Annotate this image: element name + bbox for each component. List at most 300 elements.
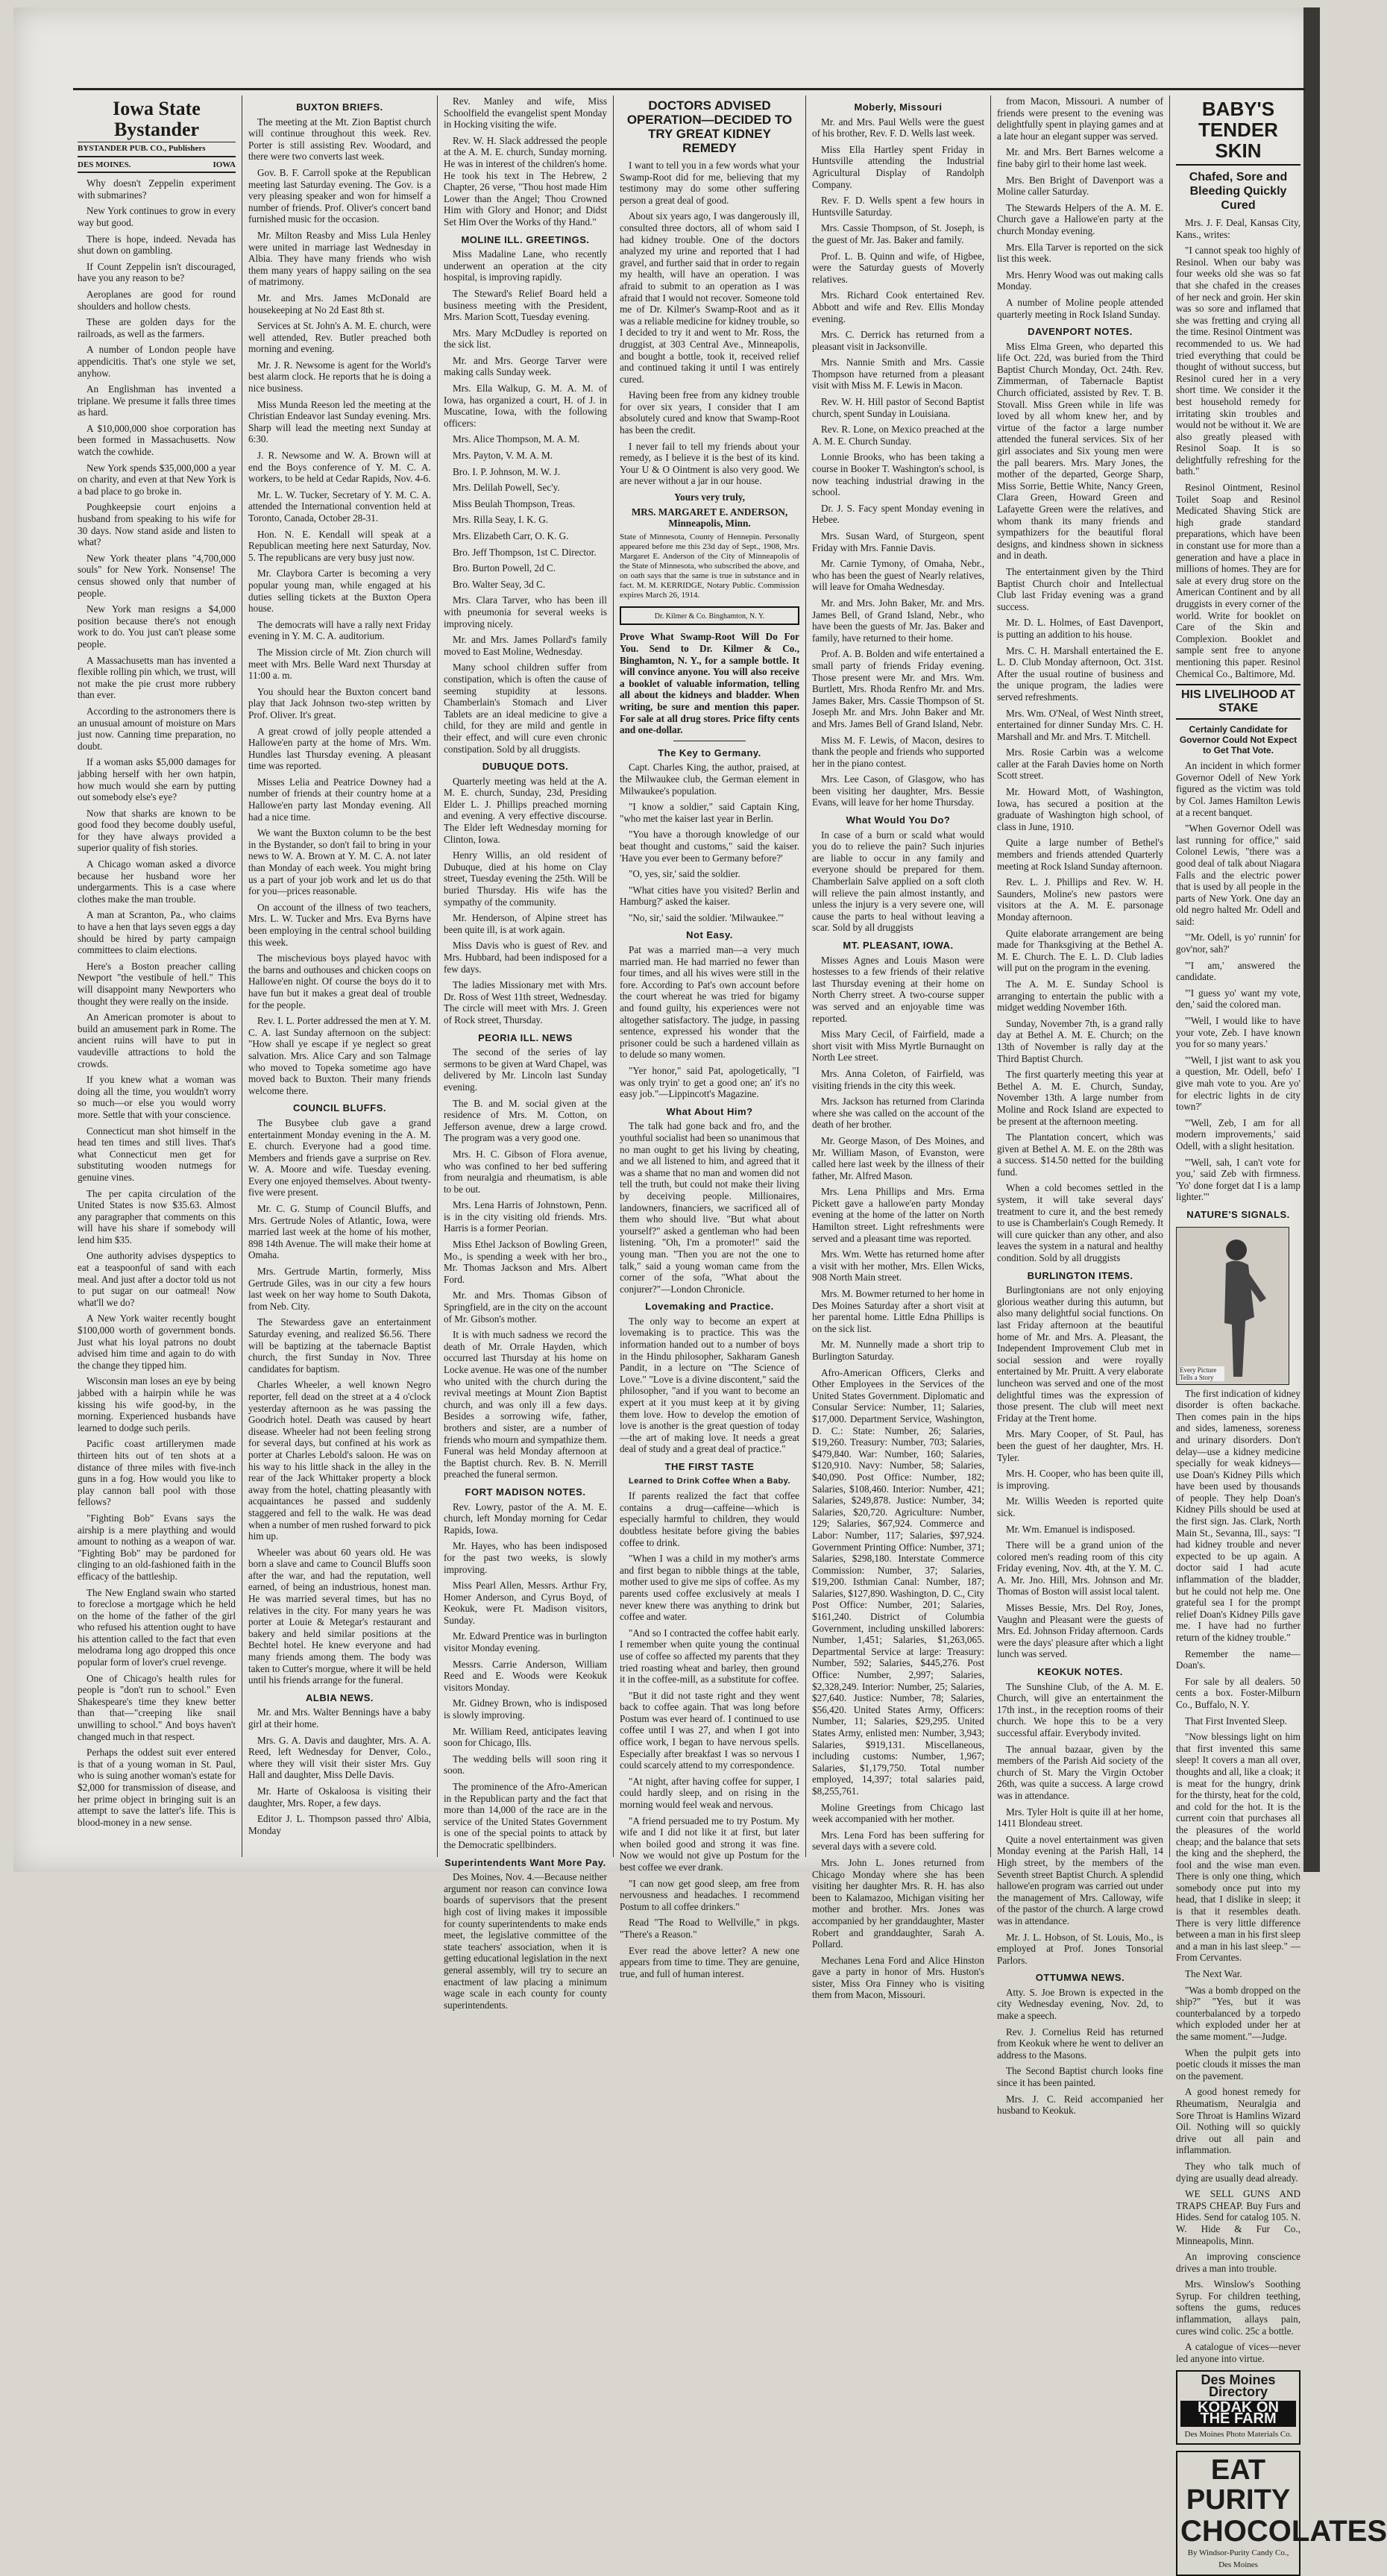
paragraph: New York theater plans "4,700,000 souls" for New York. Nonsense! The census showed only that number of people. — [78, 552, 236, 599]
ad-letterhead-box — [620, 606, 799, 626]
article-body — [620, 944, 799, 1100]
paragraph: A $10,000,000 shoe corporation has been formed in Massachusetts. Now watch the cowhide. — [78, 422, 236, 458]
article-body — [997, 95, 1163, 320]
paragraph: J. R. Newsome and W. A. Brown will at end the Boys conference of Y. M. C. A. workers, to be held at Cedar Rapids, Nov. 4-6. — [248, 450, 431, 485]
section-heading: OTTUMWA NEWS. — [1035, 1972, 1125, 1984]
section-heading: What About Him? — [666, 1105, 753, 1117]
paragraph: Mr. J. L. Hobson, of St. Louis, Mo., is employed at Prof. Jones Tonsorial Parlors. — [997, 1931, 1163, 1966]
paragraph: Misses Agnes and Louis Mason were hostesses to a few friends of their relative last Thursday evening at their home on North Cherry street. A two-course supper was served and an enjoyable time was reported. — [812, 954, 984, 1024]
section-heading: MOLINE ILL. GREETINGS. — [461, 233, 590, 245]
paragraph: The wedding bells will soon ring it soon. — [444, 1753, 607, 1777]
paragraph: Mrs. C. H. Marshall entertained the E. L. D. Club Monday afternoon, Oct. 31st. After the usual routine of business and the unique program, the ladies were served refreshments. — [997, 644, 1163, 703]
paragraph: "What cities have you visited? Berlin and Hamburg?' asked the kaiser. — [620, 884, 799, 908]
paragraph: Mr. and Mrs. Thomas Gibson of Springfield, are in the city on the account of Mr. Gibson's mother. — [444, 1289, 607, 1325]
paragraph: Mrs. Lena Ford has been suffering for several days with a severe cold. — [812, 1829, 984, 1853]
column-1 — [72, 95, 242, 1857]
paragraph: A man at Scranton, Pa., who claims to have a hen that lays seven eggs a day should be hired by party campaign committees to claim elections. — [78, 909, 236, 956]
paragraph: Mrs. Lee Cason, of Glasgow, who has been visiting her daughter, Mrs. Bessie Evans, will leave for her home Thursday. — [812, 773, 984, 808]
paragraph: Mr. and Mrs. George Tarver were making calls Sunday week. — [444, 354, 607, 378]
doans-illustration — [1176, 1227, 1289, 1385]
kodak-banner: KODAK ON THE FARM — [1180, 2401, 1296, 2427]
paragraph: Mr. Milton Reasby and Miss Lula Henley were united in marriage last Wednesday in Albia. They have many friends who wish them many years of happy sailing on the sea of matrimony. — [248, 229, 431, 288]
paragraph: Mr. Hayes, who has been indisposed for the past two weeks, is slowly improving. — [444, 1540, 607, 1575]
paragraph: Mr. and Mrs. James Pollard's family moved to East Moline, Wednesday. — [444, 634, 607, 657]
paragraph: The democrats will have a rally next Friday evening in Y. M. C. A. auditorium. — [248, 618, 431, 642]
paragraph: Bro. Jeff Thompson, 1st C. Director. — [453, 546, 597, 558]
paragraph: The mischevious boys played havoc with the barns and outhouses and chicken coops on Hallowe'en night. Of course the boys do it to have fun but it makes a great deal of trouble for the people. — [248, 952, 431, 1011]
paragraph: New York continues to grow in every way but good. — [78, 205, 236, 228]
paragraph: One authority advises dyspeptics to eat a teaspoonful of sand with each meal. And just after a doctor told us not to put sugar on our oatmeal! Now what'll we do? — [78, 1250, 236, 1308]
article-body — [620, 1316, 799, 1455]
ad-notary: State of Minnesota, County of Hennepin. Personally appeared before me this 23d day of Sept., 1908, Mrs. Margaret E. Anderson of the City of Minneapolis of the State of Minnesota, who subscribed the above, and on oath says that the same is true in substance and in fact. M. M. KERRIDGE, Notary Public. Commission expires March 26, 1914. — [620, 532, 799, 600]
chocolate-ad-line2: CHOCOLATES — [1180, 2515, 1387, 2548]
article-body — [444, 1871, 607, 2011]
column-3 — [437, 95, 613, 2011]
paragraph: Wheeler was about 60 years old. He was born a slave and came to Council Bluffs soon after the war, and had the reputation, well earned, of being an industrious, honest man. He was married several times, but has no relatives in the city. For many years he was porter at Louie & Metegar's restaurant and bakery and held similar positions at the Bechtel hotel. He knew everyone and had many friends among them. The body was taken to Cutter's morgue, where it will be held until his friends arrange for the funeral. — [248, 1546, 431, 1686]
paragraph: Mr. and Mrs. John Baker, Mr. and Mrs. James Bell, of Grand Island, Nebr., who have been the guests of Mr. Jas. Baker and family, have returned to their home. — [812, 597, 984, 644]
article-body — [1176, 1715, 1300, 2365]
paragraph: Mrs. M. Bowmer returned to her home in Des Moines Saturday after a short visit at her parental home. Little Edna Phillips is on the sick list. — [812, 1288, 984, 1334]
paragraph: "But it did not taste right and they went back to coffee again. That was long before Postum was ever heard of. I continued to use coffee until I was 27, and when I got into office work, I began to have nervous spells. Especially after breakfast I was so nervous I could scarcely attend to my correspondence. — [620, 1689, 799, 1771]
paragraph: Rev. Lowry, pastor of the A. M. E. church, left Monday morning for Cedar Rapids, Iowa. — [444, 1501, 607, 1536]
paragraph: Hon. N. E. Kendall will speak at a Republican meeting here next Saturday, Nov. 5. The republicans are very busy just now. — [248, 528, 431, 563]
paragraph: That First Invented Sleep. — [1185, 1715, 1287, 1727]
article-body — [997, 1284, 1163, 1660]
paragraph: If Count Zeppelin isn't discouraged, have you any reason to be? — [78, 260, 236, 284]
top-rule — [73, 88, 1305, 90]
paragraph: Mr. C. G. Stump of Council Bluffs, and Mrs. Gertrude Noles of Atlantic, Iowa, were married last week at the home of his mother, 898 14th Avenue. The will make their home at Omaha. — [248, 1203, 431, 1261]
paragraph: Mr. Wm. Emanuel is indisposed. — [1006, 1523, 1136, 1535]
man-backache-icon — [1177, 1228, 1289, 1384]
paragraph: Sunday, November 7th, is a grand rally day at Bethel A. M. E. Church; on the 13th of November is rally day at the Third Baptist Church. — [997, 1017, 1163, 1064]
paragraph: Misses Lelia and Peatrice Downey had a number of friends at their country home at a Hallowe'en party last Monday evening. All had a nice time. — [248, 776, 431, 823]
paragraph: Mr. and Mrs. James McDonald are housekeeping at No 2d East 8th st. — [248, 292, 431, 315]
paragraph: I want to tell you in a few words what your Swamp-Root did for me, believing that my testimony may do some other suffering person a great deal of good. — [620, 160, 799, 206]
section-heading: BUXTON BRIEFS. — [296, 101, 383, 113]
paragraph: A number of Moline people attended quarterly meeting in Rock Island Sunday. — [997, 296, 1163, 320]
paragraph: Atty. S. Joe Brown is expected in the city Wednesday evening, Nov. 2d, to make a speech. — [997, 1986, 1163, 2022]
article-body — [248, 116, 431, 1097]
article-body — [620, 1120, 799, 1295]
article-body — [444, 1046, 607, 1480]
paragraph: "At night, after having coffee for supper, I could hardly sleep, and on rising in the morning would feel weak and nervous. — [620, 1775, 799, 1811]
paragraph: According to the astronomers there is an unusual amount of moisture on Mars just now. Canning time preparation, no doubt. — [78, 705, 236, 752]
column-4 — [613, 95, 805, 1979]
paragraph: The talk had gone back and fro, and the youthful socialist had been so unanimous that no man ought to get his living by cheating, and we all listened to him, and agreed that it was a shame that no man and women did not tell the truth, but could not make their living by deceiving people. Millionaires, landowners, financiers, we sacrificed all of them who should live. "But what about yourself?" asked a gentleman who had been listening. "Oh, I'm a promoter!" said the young man. "Then you are not the one to talk," said a young woman came from the corner of the sofa, "What about the conjurer?"—London Chronicle. — [620, 1120, 800, 1295]
paragraph: Miss Ella Hartley spent Friday in Huntsville attending the Industrial Agricultural Display of Randolph Company. — [812, 143, 984, 190]
section-heading: COUNCIL BLUFFS. — [293, 1102, 386, 1114]
paragraph: An American promoter is about to build an amusement park in Rome. The ancient ruins will have to put in vaudeville attractions to hold the crowds. — [78, 1011, 236, 1069]
paragraph: A Chicago woman asked a divorce because her husband wore her undergarments. This is a case where clothes make the man trouble. — [78, 858, 236, 905]
paragraph: Charles Wheeler, a well known Negro reporter, fell dead on the street at a 4 o'clock yesterday afternoon as he was passing the Goodrich hotel. Death was caused by heart disease. Wheeler had not been feeling strong for several days, but confined at his work as porter at Charles Lebold's saloon. He was on his way to his little shack in the alley in the rear of the Jack Whittaker property a block away from the hotel, chatting pleasantly with acquaintances he passed and suddenly staggered and fell to the walk. He was dead when a number of men rushed forward to pick him up. — [248, 1379, 431, 1542]
paragraph: Messrs. Carrie Anderson, William Reed and E. Woods were Keokuk visitors Monday. — [444, 1658, 607, 1693]
paragraph: Here's a Boston preacher calling Newport "the vestibule of hell." This will disappoint many Newporters who thought they were really on the inside. — [78, 960, 236, 1007]
paragraph: The Steward's Relief Board held a business meeting with the President, Mrs. Marion Scott, Tuesday evening. — [444, 287, 607, 323]
paragraph: Mr. Willis Weeden is reported quite sick. — [997, 1495, 1163, 1518]
paragraph: Resinol Ointment, Resinol Toilet Soap and Resinol Medicated Shaving Stick are high grade standard preparations, which have been in constant use for more than a generation and have a place in millions of homes. They are for sale at every drug store on the American Continent and by all druggists in every corner of the world. Write for booklet on Care of the Skin and Complexion. Booklet and sample sent free to anyone mentioning this paper. Resinol Chemical Co., Baltimore, Md. — [1176, 482, 1300, 679]
paragraph: The B. and M. social given at the residence of Mrs. M. Cotton, on Jefferson avenue, drew a large crowd. The program was a very good one. — [444, 1097, 607, 1144]
paragraph: Mr. and Mrs. Paul Wells were the guest of his brother, Rev. F. D. Wells last week. — [812, 116, 984, 139]
paragraph: Miss Madaline Lane, who recently underwent an operation at the city hospital, is improving rapidly. — [444, 248, 607, 283]
section-heading: MT. PLEASANT, IOWA. — [843, 940, 954, 951]
paragraph: "O, yes, sir,' said the soldier. — [629, 868, 740, 880]
column-5 — [805, 95, 990, 2001]
paragraph: When a cold becomes settled in the system, it will take several days' treatment to cure it, and the best remedy to use is Chamberlain's Cough Remedy. It will cure quicker than any other, and also leaves the system in a natural and healthy condition. Sold by all druggists — [997, 1182, 1163, 1264]
paragraph: "And so I contracted the coffee habit early. I remember when quite young the continual use of coffee so affected my parents that they tried roasting wheat and barley, then ground it in the coffee-mill, as a substitute for coffee. — [620, 1627, 799, 1686]
paragraph: Mrs. H. Cooper, who has been quite ill, is improving. — [997, 1468, 1163, 1491]
paragraph: Mr. Harte of Oskaloosa is visiting their daughter, Mrs. Roper, a few days. — [248, 1785, 431, 1809]
directory-title: Des Moines Directory — [1201, 2372, 1276, 2400]
figure-caption: Every Picture Tells a Story — [1180, 1366, 1224, 1381]
section-heading: The Key to Germany. — [658, 747, 761, 758]
paragraph: Why doesn't Zeppelin experiment with submarines? — [78, 178, 236, 201]
paragraph: The meeting at the Mt. Zion Baptist church will continue throughout this week. Rev. Porter is still assisting Rev. Woodard, and there were two converts last week. — [248, 116, 431, 163]
paragraph: Mrs. Rilla Seay, I. K. G. — [453, 514, 549, 526]
chocolate-ad-maker: By Windsor-Purity Candy Co., Des Moines — [1187, 2548, 1289, 2569]
paragraph: Rev. Manley and wife, Miss Schoolfield the evangelist spent Monday in Hocking visiting the wife. — [444, 95, 607, 131]
paragraph: I never fail to tell my friends about your remedy, as I believe it is the best of its kind. Your U & O Ointment is also very good. We are never without a jar in our house. — [620, 440, 799, 487]
paragraph: One of Chicago's health rules for people is "don't run to school." Even Shakespeare's time they knew better than that—"creeping like snail unwilling to school." And boys haven't changed much in that respect. — [78, 1672, 236, 1742]
paragraph: Mrs. Delilah Powell, Sec'y. — [453, 482, 560, 494]
section-heading: Superintendents Want More Pay. — [444, 1856, 606, 1868]
paragraph: A great crowd of jolly people attended a Hallowe'en party at the home of Mrs. Wm. Hundles last Thursday evening. A pleasant time was reported. — [248, 725, 431, 772]
masthead-publisher: BYSTANDER PUB. CO., Publishers — [78, 142, 236, 157]
paragraph: On account of the illness of two teachers, Mrs. L. W. Tucker and Mrs. Eva Byrns have been employing in the central school building this week. — [248, 901, 431, 948]
article-body — [1176, 760, 1300, 1203]
article-body — [997, 1987, 1163, 2117]
section-heading: Not Easy. — [686, 929, 733, 941]
paragraph: For sale by all dealers. 50 cents a box. Foster-Milburn Co., Buffalo, N. Y. — [1176, 1675, 1300, 1710]
section-heading: BURLINGTON ITEMS. — [1027, 1269, 1133, 1281]
paragraph: "When Governor Odell was last running for office," said Colonel Lewis, "there was a good deal of talk about Niagara Falls and the electric power that is used by all people in the parts of New York. One day an old negro halted Mr. Odell and said: — [1176, 823, 1300, 927]
chocolate-ad-line1: EAT PURITY — [1186, 2454, 1291, 2516]
paragraph: Mrs. Ella Walkup, G. M. A. M. of Iowa, has organized a court, H. of J. in Muscatine, Iowa, with the following officers: — [444, 383, 607, 429]
paragraph: The Stewardess gave an entertainment Saturday evening, and realized $6.56. There will be baptizing at the tabernacle Baptist church, the first Sunday in Nov. Three candidates for baptism. — [248, 1316, 431, 1375]
paragraph: Mrs. Gertrude Martin, formerly, Miss Gertrude Giles, was in our city a few hours last week on her way home to South Dakota, from Neb. City. — [248, 1266, 431, 1312]
paragraph: An Englishman has invented a triplane. We presume it falls three times as hard. — [78, 383, 236, 418]
paragraph: "A friend persuaded me to try Postum. My wife and I did not like it at first, but later when boiled good and strong it was fine. Now we would not give up Postum for the best coffee we ever drank. — [620, 1815, 799, 1873]
paragraph: from Macon, Missouri. A number of friends were present to the evening was delightfully spent in playing games and at a late hour an elegant supper was served. — [997, 95, 1163, 142]
paragraph: Des Moines, Nov. 4.—Because neither argument nor reason can convince Iowa boards of supervisors that the present high cost of living makes it impossible for county superintendents to make ends meet, the legislative committee of the state teachers' association, when it is getting educational legislation in the next general assembly, will try to secure an enactment of law placing a minimum wage scale in each county for county superintendents. — [444, 1871, 607, 2011]
paragraph: Bro. Burton Powell, 2d C. — [453, 562, 556, 574]
paragraph: Mrs. Rosie Carbin was a welcome caller at the Farah Davies home on North Scott street. — [997, 747, 1163, 782]
paragraph: Capt. Charles King, the author, praised, at the Milwaukee club, the German element in Milwaukee's population. — [620, 761, 799, 797]
paragraph: Mr. and Mrs. Bert Barnes welcome a fine baby girl to their home last week. — [997, 146, 1163, 169]
paragraph: "Was a bomb dropped on the ship?" "Yes, but it was counterbalanced by a torpedo which exploded under her at the same moment."—Judge. — [1176, 1984, 1300, 2042]
chocolate-ad — [1176, 2451, 1387, 2575]
ad-footer: Prove What Swamp-Root Will Do For You. Send to Dr. Kilmer & Co., Binghamton, N. Y., for a sample bottle. It will convince anyone. You will also receive a booklet of valuable information, telling all about the kidneys and bladder. When writing, be sure and mention this paper. For sale at all drug stores. Price fifty cents and one-dollar. — [620, 631, 799, 736]
paragraph: The Sunshine Club, of the A. M. E. Church, will give an entertainment the 17th inst., in the reception rooms of their church. We hope this to be a very successful affair. Everybody invited. — [997, 1680, 1163, 1738]
section-heading: THE FIRST TASTE — [664, 1461, 755, 1472]
paragraph: Mrs. Susan Ward, of Sturgeon, spent Friday with Mrs. Fannie Davis. — [812, 530, 984, 553]
article-body — [444, 248, 607, 755]
paragraph: Mrs. Nannie Smith and Mrs. Cassie Thompson have returned from a pleasant visit with Miss M. F. Lewis in Macon. — [812, 356, 984, 392]
ad-headline: DOCTORS ADVISED OPERATION—DECIDED TO TRY GREAT KIDNEY REMEDY — [626, 98, 793, 155]
section-heading: Moberly, Missouri — [854, 101, 943, 113]
paragraph: The Busybee club gave a grand entertainment Monday evening in the A. M. E. church. Everyone had a good time. Members and friends gave a surprise on Rev. W. A. Moore and wife. Tuesday evening. Every one enjoyed themselves. About twenty-five were present. — [248, 1116, 431, 1199]
paragraph: Many school children suffer from constipation, which is often the cause of seeming stupidity at lessons. Chamberlain's Stomach and Liver Tablets are an ideal medicine to give a child, for they are mild and gentle in their effect, and will cure even chronic constipation. Sold by all druggists. — [444, 662, 607, 755]
paragraph: Miss Elma Green, who departed this life Oct. 22d, was buried from the Third Baptist Church Monday, Oct. 24th. Rev. Zimmerman, of Tabernacle Baptist Church officiated, assisted by Rev. T. B. Stovall. Miss Green while in life was loved by all whom knew her, and by virtue of the factor a large number attended the funeral services. Six of her girl associates and Six young men were the pall bearers. Mrs. Mary Jones, the mother of the departed, George Sharp, Miss Sorrie, Bettie White, Nancy Green, Clara Green, Howard Green and Lafayette Green were the relatives, and whom thank its many friends and sympathizers for the beautiful floral designs, and kindness shown in sickness and in death. — [997, 340, 1163, 562]
paragraph: It is with much sadness we record the death of Mr. Orrale Hayden, which occurred last Thursday at his home on Locke avenue. He was one of the number who united with the church during the revival meetings at Mount Zion Baptist church, and was only ill a few days. Besides a sorrowing wife, father, brothers and sister, are a number of friends who mourn and sympathize them. Funeral was held Monday afternoon at the Baptist church. Rev. B. N. Merrill preached the funeral sermon. — [444, 1329, 608, 1480]
paragraph: A Massachusetts man has invented a flexible rolling pin which, we trust, will not make the pie crust more rubbery than ever. — [78, 654, 236, 701]
paragraph: "'I am,' answered the candidate. — [1176, 959, 1300, 983]
paragraph: Mrs. Wm. O'Neal, of West Ninth street, entertained for dinner Sunday Mrs. C. H. Marshall and Mr. and Mrs. T. Mitchell. — [997, 707, 1163, 742]
paragraph: An improving conscience drives a man into trouble. — [1176, 2251, 1300, 2274]
paragraph: Pacific coast artillerymen made thirteen hits out of ten shots at a distance of three miles with five-inch guns in a fog. How would you like to play cannon ball pool with those fellows? — [78, 1438, 236, 1508]
paragraph: Miss Mary Cecil, of Fairfield, made a short visit with Miss Myrtle Burnaught on North Lee street. — [812, 1028, 984, 1064]
ad-resinol-body — [1176, 217, 1300, 679]
article-body — [444, 1501, 607, 1851]
paragraph: Mrs. Payton, V. M. A. M. — [453, 450, 553, 462]
paragraph: Mrs. Alice Thompson, M. A. M. — [453, 433, 580, 445]
paragraph: The per capita circulation of the United States is now $35.63. Almost any paragrapher that comments on this will have his share if somebody will lend him $35. — [78, 1187, 236, 1245]
paragraph: "'Well, I would like to have your vote, Zeb. I have known you for so many years.' — [1176, 1015, 1300, 1050]
paragraph: Miss Pearl Allen, Messrs. Arthur Fry, Homer Anderson, and Cyrus Boyd, of Keokuk, were Ft. Madison visitors, Sunday. — [444, 1580, 607, 1626]
paragraph: The second of the series of lay sermons to be given at Ward Chapel, was delivered by Mr. Lincoln last Sunday evening. — [444, 1046, 607, 1093]
paragraph: Services at St. John's A. M. E. church, were well attended, Rev. Butler preached both morning and evening. — [248, 320, 431, 355]
paragraph: Mrs. Tyler Holt is quite ill at her home, 1411 Blondeau street. — [997, 1806, 1163, 1829]
ad-body — [620, 160, 799, 487]
paragraph: Mr. L. W. Tucker, Secretary of Y. M. C. A. attended the International convention held at Toronto, Canada, October 28-31. — [248, 489, 431, 524]
paragraph: Lonnie Brooks, who has been taking a course in Booker T. Washington's school, is now teaching industrial drawing in the school. — [812, 451, 984, 498]
article-body — [620, 761, 799, 923]
paragraph: About six years ago, I was dangerously ill, consulted three doctors, all of whom said I had kidney trouble. One of the doctors analyzed my urine and reported that I had gravel, and further said that in order to regain my health, will have an operation. I was afraid to submit to an operation as I was afraid that I would not recover. Someone told me of Dr. Kilmer's Swamp-Root and as it was a reliable medicine for kidney trouble, so I decided to try it and went to Mr. Ross, the druggist, at 303 Central Ave., Minneapolis, and bought a bottle, took it, received relief and continued taking it until I was entirely cured. — [620, 210, 799, 385]
kodak-company: Des Moines Photo Materials Co. — [1184, 2429, 1292, 2439]
paragraph: When the pulpit gets into poetic clouds it misses the man on the pavement. — [1176, 2046, 1300, 2082]
paragraph: The first indication of kidney disorder is often backache. Then comes pain in the hips and sides, lameness, soreness and urinary disorders. Don't delay—use a kidney medicine specially for weak kidneys—use Doan's Kidney Pills which have been used by thousands of people. They help Doan's Kidney Pills should be used at the first sign. Jas. Clark, North Main St., Sevanna, Ill., says: "I had kidney trouble and never expected to be up again. A doctor said I had acute inflammation of the bladder, but he could not help me. One grateful sea I for the prompt relief Doan's Kidney Pills gave me. I have had no further return of the kidney trouble." — [1176, 1387, 1300, 1643]
column-2 — [242, 95, 437, 1857]
paragraph: Miss Munda Reeson led the meeting at the Christian Endeavor last Sunday evening. Mrs. Sharp will lead the meeting next Sunday at 6:30. — [248, 398, 431, 445]
article-body — [248, 1117, 431, 1686]
section-heading: KEOKUK NOTES. — [1037, 1666, 1123, 1678]
paragraph: Bro. I. P. Johnson, M. W. J. — [453, 465, 560, 477]
paragraph: "I cannot speak too highly of Resinol. When our baby was four weeks old she was so fat that she chafed in the creases of her neck and groin. Her skin was so sore and inflamed that she was fretting and crying all the time. Resinol Ointment was recommended to us. We had tried everything that could be thought of without success, but Resinol cured her in a very short time. We consider it the best household remedy for irritating skin troubles and would not be without it. We are also greatly pleased with Resinol Soap. It is so delightfully refreshing for the bath." — [1176, 245, 1300, 477]
paragraph: Moline Greetings from Chicago last week accompanied with her mother. — [812, 1801, 984, 1825]
paragraph: Mrs. Lena Phillips and Mrs. Erma Pickett gave a hallowe'en party Monday evening at the home of the latter on North Hamilton street. Light refreshments were served and a pleasant time was reported. — [812, 1186, 984, 1244]
paragraph: Rev. I. L. Porter addressed the men at Y. M. C. A. last Sunday afternoon on the subject: "How shall ye escape if ye neglect so great salvation. Mrs. Alice Cary and son Talmage who moved to Topeka sometime ago have moved back to Buxton. Their many friends welcome there. — [248, 1015, 431, 1096]
paragraph: Mrs. Henry Wood was out making calls Monday. — [997, 268, 1163, 292]
article-body — [620, 1490, 799, 1979]
paragraph: Mrs. Lena Harris of Johnstown, Penn. is in the city visiting old friends. Mrs. Harris is a former Peorian. — [444, 1199, 607, 1234]
paragraph: Rev. F. D. Wells spent a few hours in Huntsville Saturday. — [812, 195, 984, 218]
masthead-title: Iowa State Bystander — [113, 98, 201, 140]
article-body — [444, 776, 607, 1026]
paragraph: Rev. W. H. Hill pastor of Second Baptist church, spent Sunday in Louisiana. — [812, 396, 984, 419]
section-heading: NATURE'S SIGNALS. — [1186, 1208, 1290, 1220]
ad-livelihood-title: HIS LIVELIHOOD AT STAKE — [1176, 684, 1300, 720]
ad-resinol-subtitle: Chafed, Sore and Bleeding Quickly Cured — [1189, 171, 1288, 212]
paragraph: Mr. Gidney Brown, who is indisposed is slowly improving. — [444, 1697, 607, 1721]
paragraph: "When I was a child in my mother's arms and first began to nibble things at the table, mother used to give me sips of coffee. As my parents used coffee exclusively at meals I never knew there was anything to drink but coffee and water. — [620, 1553, 799, 1623]
paragraph: Mrs. C. Derrick has returned from a pleasant visit in Jacksonville. — [812, 329, 984, 352]
paragraph: "'I guess yo' want my vote, den,' said the colored man. — [1176, 987, 1300, 1011]
paragraph: Mrs. H. C. Gibson of Flora avenue, who was confined to her bed suffering from neuralgia and rheumatism, is able to be out. — [444, 1148, 607, 1195]
paragraph: Burlingtonians are not only enjoying glorious weather during this autumn, but also many delightful social functions. On last Friday afternoon at the beautiful home of Mr. and Mrs. A. Pleasant, the Independent Improvement Club met in social session and were royally entertained by Mr. Pruitt. A very elaborate luncheon was served and one of the most delightful times was the expression of those present. The club will meet next Friday at the Trent home. — [997, 1284, 1163, 1424]
paragraph: An incident in which former Governor Odell of New York figured as the victim was told by Col. James Hamilton Lewis at a recent banquet. — [1176, 760, 1300, 818]
paragraph: Mechanes Lena Ford and Alice Hinston gave a party in honor of Mrs. Huston's sister, Miss Ora Finney who is visiting them from Macon, Missouri. — [812, 1954, 984, 2001]
paragraph: Mr. William Reed, anticipates leaving soon for Chicago, Ills. — [444, 1725, 607, 1749]
paragraph: Mrs. Elizabeth Carr, O. K. G. — [453, 530, 569, 541]
paragraph: A catalogue of vices—never led anyone into virtue. — [1176, 2341, 1300, 2364]
paragraph: Perhaps the oddest suit ever entered is that of a young woman in St. Paul, who is suing another woman's estate for $2,000 for transmission of disease, and her prime object in bringing suit is an attempt to save the latter's life. This is blood-money in a new sense. — [78, 1747, 236, 1828]
directory-box — [1176, 2370, 1300, 2445]
paragraph: Mr. Henderson, of Alpine street has been quite ill, is at work again. — [444, 912, 607, 935]
paragraph: "I know a soldier," said Captain King, "who met the kaiser last year in Berlin. — [620, 801, 799, 824]
paragraph: "I can now get good sleep, am free from nervousness and headaches. I recommend Postum to all coffee drinkers." — [620, 1877, 799, 1912]
paragraph: We want the Buxton column to be the best in the Bystander, so don't fail to bring in your news to W. A. Brown at Y. M. C. A. not later than Monday of each week. You might bring us a part of your job work and let us do that for you—prices reasonable. — [248, 827, 431, 897]
ad-signature: Yours very truly, — [674, 491, 745, 503]
paragraph: The Plantation concert, which was given at Bethel A. M. E. on the 28th was a success. $14.50 netted for the building fund. — [997, 1131, 1163, 1178]
paragraph: Miss Beulah Thompson, Treas. — [453, 497, 576, 509]
paragraph: In case of a burn or scald what would you do to relieve the pain? Such injuries are liable to occur in any family and everyone should be prepared for them. Chamberlain Salve applied on a soft cloth will relieve the pain almost instantly, and unless the injury is a very severe one, will cause the parts to heal without leaving a scar. Sold by all druggists — [812, 829, 984, 934]
paragraph: These are golden days for the railroads, as well as the farmers. — [78, 316, 236, 339]
paragraph: Poughkeepsie court enjoins a husband from speaking to his wife for 30 days. Now stand aside and listen to what? — [78, 501, 236, 548]
paragraph: "'Well, sah, I can't vote for you,' said Zeb with firmness. 'Yo' done forget dat I is a lamp lighter.'" — [1176, 1156, 1300, 1203]
paragraph: The Next War. — [1185, 1968, 1242, 1980]
paragraph: Prof. A. B. Bolden and wife entertained a small party of friends Friday evening. Those present were Mr. and Mrs. Wm. Burtlett, Mrs. Rhoda Renfro Mr. and Mrs. James Baker, Mrs. Cassie Thompson of St. Joseph Mr. and Mrs. John Baker and Mr. and Mrs. James Bell of Grand Island, Nebr. — [812, 648, 984, 729]
paragraph: Mrs. Mary Cooper, of St. Paul, has been the guest of her daughter, Mrs. H. Tyler. — [997, 1428, 1163, 1463]
paragraph: Bro. Walter Seay, 3d C. — [453, 578, 546, 590]
section-subheading: Learned to Drink Coffee When a Baby. — [628, 1476, 791, 1486]
paragraph: Rev. W. H. Slack addressed the people at the A. M. E. church, Sunday morning. He was in interest of the children's home. He took his text in The Hebrew, 2 Chapter, 26 verse, "Thou host made Him Lower than the Angel; Thou Crowned Him with Glory and Honor; and Didst Set Him Over the Works of thy Hand." — [444, 134, 607, 227]
paragraph: If you knew what a woman was doing all the time, you wouldn't worry so much—or else you would worry more. Settle that with your conscience. — [78, 1074, 236, 1120]
paragraph: Mr. D. L. Holmes, of East Davenport, is putting an addition to his house. — [997, 617, 1163, 640]
paragraph: Miss Ethel Jackson of Bowling Green, Mo., is spending a week with her bro., Mr. Thomas Jackson and Mrs. Albert Ford. — [444, 1239, 607, 1285]
paragraph: Rev. J. Cornelius Reid has returned from Keokuk where he went to deliver an address to the Masons. — [997, 2026, 1163, 2061]
paragraph: Mr. and Mrs. Walter Bennings have a baby girl at their home. — [248, 1706, 431, 1730]
paragraph: Mrs. J. C. Reid accompanied her husband to Keokuk. — [997, 2093, 1163, 2117]
paragraph: They who talk much of dying are usually dead already. — [1176, 2160, 1300, 2184]
paragraph: Mrs. Mary McDudley is reported on the sick list. — [444, 327, 607, 351]
paragraph: Mrs. G. A. Davis and daughter, Mrs. A. A. Reed, left Wednesday for Denver, Colo., where they will visit their sister Mrs. Guy Hall and daughter, Miss Delle Davis. — [248, 1734, 431, 1781]
paragraph: Miss M. F. Lewis, of Macon, desires to thank the people and friends who supported her in the piano contest. — [812, 734, 984, 769]
paragraph: You should hear the Buxton concert band play that Jack Johnson two-step written by Prof. Oliver. It's great. — [248, 685, 431, 720]
section-heading: PEORIA ILL. NEWS — [478, 1031, 573, 1043]
paragraph: The entertainment given by the Third Baptist Church choir and Intellectual Club last Friday evening was a grand success. — [997, 565, 1163, 612]
paragraph: The New England swain who started to foreclose a mortgage which he held on the home of the father of the girl who refused his attention ought to have his attention called to the fact that even melodrama long ago dropped this once popular form of lover's cruel revenge. — [78, 1586, 236, 1668]
paragraph: "Now blessings light on him that first invented this same sleep! It covers a man all over, thoughts and all, like a cloak; it is meat for the hungry, drink for the thirsty, heat for the cold, and cold for the hot. It is the current coin that purchases all the pleasures of the world cheap; and the balance that sets the king and the shepherd, the fool and the wise man even. There is only one thing, which somebody once put into my head, that I dislike in sleep; it is that it resembles death. There is very little difference between a man in his first sleep and a man in his last sleep." —From Cervantes. — [1176, 1731, 1300, 1964]
paragraph: Mr. Edward Prentice was in burlington visitor Monday evening. — [444, 1630, 607, 1654]
paragraph: Quarterly meeting was held at the A. M. E. church, Sunday, 23d, Presiding Elder L. J. Phillips preached morning and evening. A very effective discourse. The Elder left Wednesday morning for Clinton, Iowa. — [444, 775, 607, 845]
paragraph: Mr. George Mason, of Des Moines, and Mr. William Mason, of Evanston, were called here last week by the illness of their father, Mr. Alfred Mason. — [812, 1134, 984, 1181]
paragraph: The ladies Missionary met with Mrs. Dr. Ross of West 11th street, Wednesday. The circle will meet with Mrs. J. Green of Rock street, Thursday. — [444, 979, 607, 1025]
newspaper-page — [13, 7, 1387, 2569]
paragraph: Mr. Claybora Carter is becoming a very popular young man, while engaged at his duties selling tickets at the Buxton Opera house. — [248, 568, 431, 615]
paragraph: Having been free from any kidney trouble for over six years, I consider that I am absolutely cured and know that Swamp-Root has been the credit. — [620, 389, 799, 436]
paragraph: The A. M. E. Sunday School is arranging to entertain the public with a midget wedding November 16th. — [997, 978, 1163, 1014]
paragraph: Pat was a married man—a very much married man. He had married no fewer than four times, and all his wives were still in the fore. According to Pat's own account before the court whereat he was tried for bigamy and found guilty, his experiences were not altogether satisfactory. The judge, in passing sentence, expressed his wonder that the prisoner could be such a hardened villain as to delude so many women. — [620, 944, 799, 1061]
paragraph: There is hope, indeed. Nevada has shut down on gambling. — [78, 233, 236, 257]
ad-resinol-title: BABY'S TENDER SKIN — [1176, 98, 1300, 166]
paragraph: "'Mr. Odell, is yo' runnin' for gov'nor, sah?' — [1176, 932, 1300, 955]
paragraph: Mrs. J. F. Deal, Kansas City, Kans., writes: — [1176, 217, 1300, 240]
section-heading: What Would You Do? — [846, 814, 951, 826]
paragraph: Mrs. Clara Tarver, who has been ill with pneumonia for several weeks is improving nicely. — [444, 594, 607, 629]
article-body — [812, 116, 984, 808]
paragraph: Mrs. Cassie Thompson, of St. Joseph, is the guest of Mr. Jas. Baker and family. — [812, 222, 984, 245]
paragraph: A New York waiter recently bought $100,000 worth of government bonds. Just what his loyal patrons no doubt advised him time and again to do with the change they tipped him. — [78, 1313, 236, 1371]
paragraph: Gov. B. F. Carroll spoke at the Republican meeting last Saturday evening. The Gov. is a very pleasing speaker and won for himself a number of friends. Prof. Oliver's concert band furnished music for the occasion. — [248, 166, 431, 225]
paragraph: There will be a grand union of the colored men's reading room of this city Friday evening, Nov. 4th, at the Y. M. C. A. Mr. Jno. Hill, Mrs. Johnson and Mr. Thomas of Boston will assist local talent. — [997, 1539, 1163, 1598]
column-6 — [990, 95, 1169, 2117]
paragraph: The Stewards Helpers of the A. M. E. Church gave a Hallowe'en party at the church Monday evening. — [997, 201, 1163, 236]
paragraph: Mrs. Anna Coleton, of Fairfield, was visiting friends in the city this week. — [812, 1067, 984, 1091]
article-body — [248, 1706, 431, 1836]
paragraph: Mr. M. Nunnelly made a short trip to Burlington Saturday. — [812, 1339, 984, 1362]
paragraph: Afro-American Officers, Clerks and Other Employees in the Services of the United States Government. Diplomatic and Consular Service: Number, 11; Salaries, $17,000. Department Service, Washington, D. C.: State: Number, 26; Salaries, $19,260. Treasury: Number, 703; Salaries, $479,840. War: Number, 160; Salaries, $120,910. Navy: Number, 58; Salaries, $40,090. Post Office: Number, 182; Salaries, $108,460. Interior: Number, 421; Salaries, $249,878. Justice: Number, 34; Salaries, $20,720. Agriculture: Number, 129; Salaries, $67,924. Commerce and Labor: Number, 117; Salaries, $97,924. Government Printing Office: Number, 371; Salaries, $298,180. Interstate Commerce Commission: Number, 37; Salaries, $19,200. Isthmian Canal: Number, 187; Salaries, $127,890. Washington, D. C., City Post Office: Number, 201; Salaries, $161,240. District of Columbia Government, including unskilled laborers: Number, 1,451; Salaries, $1,263,065. Departmental Service at large: Treasury: Number, 592; Salaries, $445,276. Post Office: Number, 2,997; Salaries, $2,328,249. Interior: Number, 25; Salaries, $27,640. Justice: Number, 78; Salaries, $56,420. United States Army, Officers: Number, 11; Salaries, $29,295. United States Army, enlisted men: Number, 3,943; Salaries, $919,131. Miscellaneous, including customs: Number, 1,967; Salaries, $1,179,750. Total number employed, 14,397; total salaries paid, $8,255,761. — [812, 1366, 984, 1797]
paragraph: Quite a large number of Bethel's members and friends attended Quarterly meeting at Rock Island Sunday afternoon. — [997, 837, 1163, 872]
article-body — [997, 341, 1163, 1264]
article-body — [997, 1681, 1163, 1967]
paragraph: Mrs. Ella Tarver is reported on the sick list this week. — [997, 241, 1163, 265]
paragraph: Rev. L. J. Phillips and Rev. W. H. Saunders, Moline's new pastors were visitors at the A. M. E. parsonage Monday afternoon. — [997, 876, 1163, 923]
paragraph: A good honest remedy for Rheumatism, Neuralgia and Sore Throat is Hamlins Wizard Oil. Nothing will so quickly drive out all pain and inflammation. — [1176, 2086, 1300, 2156]
paragraph: Mr. Howard Mott, of Washington, Iowa, has secured a position at the graduate of Washington high school, of class in June, 1910. — [997, 786, 1163, 832]
section-heading: Lovemaking and Practice. — [645, 1301, 774, 1313]
paragraph: Mrs. John L. Jones returned from Chicago Monday where she has been visiting her daughter Mrs. R. H. has also been to Kalamazoo, Michigan visiting her mother and brother. Mrs. Jones was accompanied by her granddaughter, Master Robert and granddaughter, Sarah A. Pollard. — [812, 1856, 984, 1950]
article-body — [444, 95, 607, 228]
paragraph-list — [78, 178, 236, 1828]
paragraph: New York spends $35,000,000 a year on charity, and even at that New York is a bad place to go broke in. — [78, 462, 236, 497]
paragraph: Connecticut man shot himself in the head ten times and still lives. That's what Connecticut men get for substituting wooden nutmegs for genuine vines. — [78, 1125, 236, 1183]
paragraph: Editor J. L. Thompson passed thro' Albia, Monday — [248, 1813, 431, 1836]
paragraph: "Fighting Bob" Evans says the airship is a mere plaything and would amount to nothing as a weapon of war. "Fighting Bob" may be pardoned for clinging to an old-fashioned faith in the efficacy of the battleship. — [78, 1512, 236, 1582]
paragraph: The only way to become an expert at lovemaking is to practice. This was the information handed out to a number of boys in the Hindu philosopher, Sakharam Ganesh Pandit, in a lecture on "The Science of Love." "Love is a divine discontent," said the philosopher, "and if you want to become an expert at it you must keep at it by giving them love. How to develop the emotion of love is another is the great question of today—the art of making love. It needs a great deal of study and a great deal of practice." — [620, 1315, 799, 1455]
paragraph: The Second Baptist church looks fine since it has been painted. — [997, 2065, 1163, 2089]
section-heading: DUBUQUE DOTS. — [482, 761, 569, 773]
masthead-location: DES MOINES. IOWA — [78, 159, 236, 174]
paragraph: Mrs. Winslow's Soothing Syrup. For children teething, softens the gums, reduces inflammation, allays pain, cures wind colic. 25c a bottle. — [1176, 2278, 1300, 2337]
paragraph: "No, sir,' said the soldier. 'Milwaukee.'" — [629, 911, 784, 923]
paragraph: Mrs. Richard Cook entertained Rev. Abbott and wife and Rev. Ellis Monday evening. — [812, 289, 984, 324]
paragraph: WE SELL GUNS AND TRAPS CHEAP. Buy Furs and Hides. Send for catalog 105. N. W. Hide & Fur Co., Minneapolis, Minn. — [1176, 2188, 1300, 2246]
article-body — [812, 955, 984, 2001]
column-7 — [1169, 95, 1387, 2569]
ad-livelihood-subtitle: Certainly Candidate for Governor Could Not Expect to Get That Vote. — [1179, 724, 1298, 756]
paragraph: Ever read the above letter? A new one appears from time to time. They are genuine, true, and full of human interest. — [620, 1944, 799, 1979]
paragraph: The prominence of the Afro-American in the Republican party and the fact that more than 14,000 of the race are in the service of the United States Government is one of the special points to attack by the Democratic spellbinders. — [444, 1781, 607, 1850]
paragraph: New York man resigns a $4,000 position because there's not enough work to do. You just can't please some people. — [78, 603, 236, 650]
paragraph: Dr. J. S. Facy spent Monday evening in Hebee. — [812, 502, 984, 526]
paragraph: If parents realized the fact that coffee contains a drug—caffeine—which is especially harmful to children, they would doubtless hesitate before giving the babies coffee to drink. — [620, 1490, 799, 1548]
paragraph: A number of London people have appendicitis. That's one style we set, anyhow. — [78, 344, 236, 379]
paragraph: Quite elaborate arrangement are being made for Thanksgiving at the Bethel A. M. E. Church. The E. L. D. Club ladies will put on the program in the evening. — [997, 927, 1163, 974]
paragraph: If a woman asks $5,000 damages for jabbing herself with her own hatpin, how much would she earn by putting out somebody else's eye? — [78, 756, 236, 803]
paragraph: Rev. R. Lone, on Mexico preached at the A. M. E. Church Sunday. — [812, 424, 984, 447]
paragraph: Miss Davis who is guest of Rev. and Mrs. Hubbard, had been indisposed for a few days. — [444, 940, 607, 975]
paragraph: Mrs. Ben Bright of Davenport was a Moline caller Saturday. — [997, 174, 1163, 198]
paragraph: Wisconsin man loses an eye by being jabbed with a hairpin while he was kissing his wife good-by, in the morning. Experienced husbands have learned to dodge such perils. — [78, 1375, 236, 1433]
paragraph: Mr. J. R. Newsome is agent for the World's best alarm clock. He reports that he is doing a nice business. — [248, 359, 431, 395]
paragraph: Quite a novel entertainment was given Monday evening at the Parish Hall, 14 High street, by the members of the Seventh street Baptist Church. A splendid hallowe'en program was carried out under the management of Mrs. Calloway, wife of the pastor of the church. A large crowd was in attendance. — [997, 1833, 1163, 1926]
paragraph: Read "The Road to Wellville," in pkgs. "There's a Reason." — [620, 1917, 799, 1940]
paragraph: Mr. Carnie Tymony, of Omaha, Nebr., who has been the guest of Nearly relatives, will leave for Omaha Wednesday. — [812, 558, 984, 593]
ad-signature-name: MRS. MARGARET E. ANDERSON, Minneapolis, Minn. — [631, 506, 788, 530]
ad-letterhead: Dr. Kilmer & Co. Binghamton, N. Y. — [654, 612, 765, 621]
paragraph: Now that sharks are known to be good food they become doubly useful, for they have always provided a superior quality of fish stories. — [78, 807, 236, 854]
article-body — [812, 829, 984, 934]
paragraph: The Mission circle of Mt. Zion church will meet with Mrs. Belle Ward next Thursday at 11:00 a. m. — [248, 646, 431, 682]
paragraph: "'Well, Zeb, I am for all modern improvements,' said Odell, with a slight hesitation. — [1176, 1116, 1300, 1152]
paragraph: Aeroplanes are good for round shoulders and hollow chests. — [78, 288, 236, 312]
paragraph: The first quarterly meeting this year at Bethel A. M. E. Church, Sunday, November 13th. A large number from Moline and Rock Island are expected to be present at the afternoon meeting. — [997, 1069, 1163, 1127]
section-heading: DAVENPORT NOTES. — [1028, 326, 1133, 338]
paragraph: Remember the name—Doan's. — [1176, 1647, 1300, 1671]
paragraph: Prof. L. B. Quinn and wife, of Higbee, were the Saturday guests of Moverly relatives. — [812, 250, 984, 285]
paragraph: "Yer honor," said Pat, apologetically, "I was only tryin' to get a good one; an' it's no easy job."—Lippincott's Magazine. — [620, 1065, 799, 1100]
paragraph: "'Well, I jist want to ask you a question, Mr. Odell, befo' I give mah vote to you. Are yo' for electric lights in de city town?' — [1176, 1054, 1300, 1113]
paragraph: The annual bazaar, given by the members of the Parish Aid society of the church of St. Mary the Virgin October 26th, was quite a success. A large crowd was in attendance. — [997, 1743, 1163, 1801]
